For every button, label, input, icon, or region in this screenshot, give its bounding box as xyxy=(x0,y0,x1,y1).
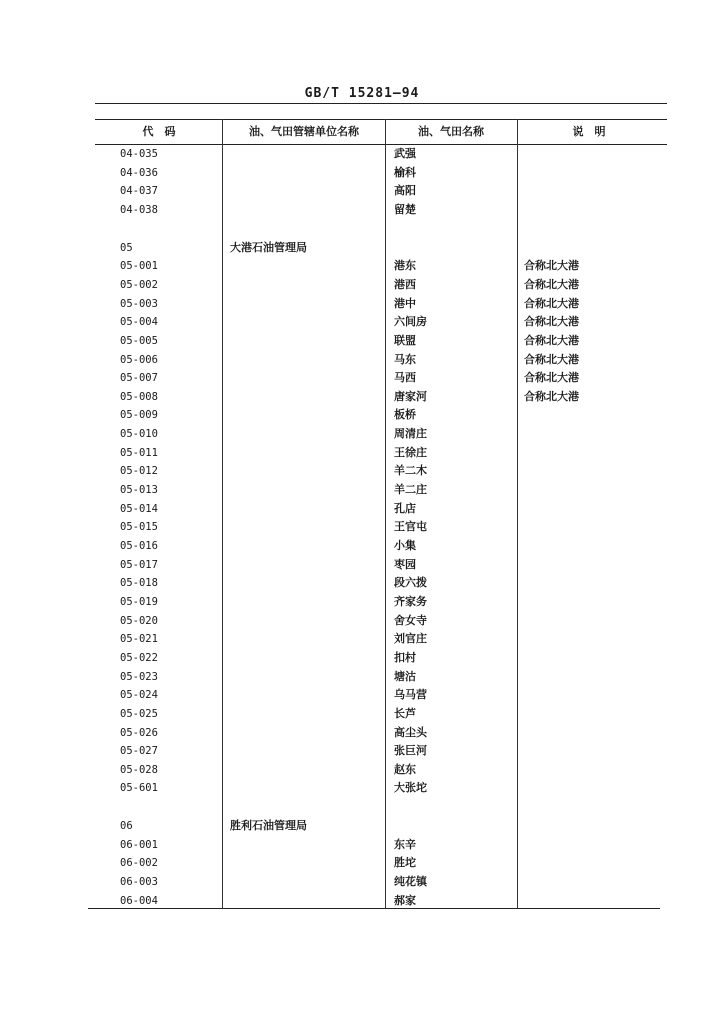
code-cell: 05-010 xyxy=(120,428,158,441)
note-cell: 合称北大港 xyxy=(524,259,579,273)
field-name-cell: 枣园 xyxy=(394,557,416,571)
table-row xyxy=(0,556,724,574)
field-name-cell: 羊二庄 xyxy=(394,483,427,497)
code-cell: 05-024 xyxy=(120,689,158,702)
field-name-cell: 留楚 xyxy=(394,202,416,216)
code-cell: 06-002 xyxy=(120,857,158,870)
table-row xyxy=(0,351,724,369)
field-name-cell: 联盟 xyxy=(394,333,416,347)
table-row xyxy=(0,313,724,331)
table-row xyxy=(0,257,724,275)
field-name-cell: 武强 xyxy=(394,147,416,160)
field-name-cell: 羊二木 xyxy=(394,464,427,478)
column-header-code: 代 码 xyxy=(142,125,176,138)
field-name-cell: 周清庄 xyxy=(394,427,427,441)
field-name-cell: 东辛 xyxy=(394,837,416,851)
table-row xyxy=(0,649,724,667)
standard-number: GB/T 15281—94 xyxy=(304,86,420,101)
table-row xyxy=(0,854,724,872)
code-cell: 06 xyxy=(120,820,133,833)
field-name-cell: 王官屯 xyxy=(394,520,427,534)
table-row xyxy=(0,873,724,891)
code-cell: 05-005 xyxy=(120,334,158,347)
table-row xyxy=(0,444,724,462)
code-cell: 04-036 xyxy=(120,166,158,179)
table-row xyxy=(0,295,724,313)
field-name-cell: 孔店 xyxy=(394,501,416,515)
code-cell: 06-004 xyxy=(120,894,158,907)
field-name-cell: 高尘头 xyxy=(394,725,427,739)
code-cell: 05-021 xyxy=(120,633,158,646)
field-name-cell: 港中 xyxy=(394,296,416,310)
field-name-cell: 胜坨 xyxy=(394,856,416,870)
code-cell: 05-017 xyxy=(120,558,158,571)
field-name-cell: 扣村 xyxy=(394,650,416,664)
table-row xyxy=(0,593,724,611)
field-name-cell: 榆科 xyxy=(394,165,416,179)
code-cell: 06-001 xyxy=(120,838,158,851)
code-cell: 05-002 xyxy=(120,278,158,291)
note-cell: 合称北大港 xyxy=(524,277,579,291)
note-cell: 合称北大港 xyxy=(524,352,579,366)
table-row xyxy=(0,164,724,182)
table-row xyxy=(0,145,724,163)
code-cell: 05-601 xyxy=(120,782,158,795)
table-row xyxy=(0,332,724,350)
note-cell: 合称北大港 xyxy=(524,333,579,347)
note-cell: 合称北大港 xyxy=(524,296,579,310)
code-cell: 05-020 xyxy=(120,614,158,627)
field-name-cell: 舍女寺 xyxy=(394,613,427,627)
table-row xyxy=(0,779,724,797)
field-name-cell: 港东 xyxy=(394,259,416,273)
table-row xyxy=(0,836,724,854)
code-cell: 05-003 xyxy=(120,297,158,310)
code-cell: 05 xyxy=(120,241,133,254)
table-row xyxy=(0,686,724,704)
header-rule xyxy=(95,103,667,104)
code-cell: 05-011 xyxy=(120,446,158,459)
field-name-cell: 长芦 xyxy=(394,706,416,720)
table-row xyxy=(0,369,724,387)
column-header-unit: 油、气田管辖单位名称 xyxy=(249,125,359,138)
code-cell: 04-035 xyxy=(120,148,158,160)
field-name-cell: 小集 xyxy=(394,539,416,552)
field-name-cell: 赵东 xyxy=(394,762,416,776)
code-cell: 05-019 xyxy=(120,595,158,608)
field-name-cell: 张巨河 xyxy=(394,744,427,758)
code-cell: 05-018 xyxy=(120,577,158,590)
unit-cell: 大港石油管理局 xyxy=(230,240,307,254)
code-cell: 05-001 xyxy=(120,260,158,273)
code-cell: 05-009 xyxy=(120,409,158,422)
field-name-cell: 六间房 xyxy=(394,315,427,329)
table-top-border xyxy=(95,119,667,120)
code-cell: 05-016 xyxy=(120,540,158,552)
field-name-cell: 齐家务 xyxy=(394,594,427,608)
unit-cell: 胜利石油管理局 xyxy=(230,819,307,833)
code-cell: 05-007 xyxy=(120,372,158,385)
table-row xyxy=(0,518,724,536)
table-row xyxy=(0,705,724,723)
table-row xyxy=(0,201,724,219)
code-cell: 06-003 xyxy=(120,876,158,889)
table-row xyxy=(0,817,724,835)
code-cell: 05-025 xyxy=(120,707,158,720)
field-name-cell: 刘官庄 xyxy=(394,632,427,646)
table-row xyxy=(0,612,724,630)
code-cell: 05-012 xyxy=(120,465,158,478)
column-header-name: 油、气田名称 xyxy=(418,125,484,138)
field-name-cell: 段六拨 xyxy=(394,576,427,590)
table-row xyxy=(0,425,724,443)
code-cell: 05-015 xyxy=(120,521,158,534)
table-row xyxy=(0,537,724,555)
table-row xyxy=(0,481,724,499)
code-cell: 05-022 xyxy=(120,651,158,664)
table-row xyxy=(0,742,724,760)
table-row xyxy=(0,182,724,200)
column-header-note: 说 明 xyxy=(572,125,606,138)
table-row xyxy=(0,388,724,406)
note-cell: 合称北大港 xyxy=(524,389,579,403)
code-cell: 05-023 xyxy=(120,670,158,683)
table-row xyxy=(0,462,724,480)
field-name-cell: 港西 xyxy=(394,277,416,291)
code-cell: 05-004 xyxy=(120,316,158,329)
code-cell: 04-037 xyxy=(120,185,158,198)
field-name-cell: 板桥 xyxy=(394,408,416,422)
code-cell: 05-006 xyxy=(120,353,158,366)
table-row xyxy=(0,239,724,257)
table-row xyxy=(0,761,724,779)
table-row xyxy=(0,574,724,592)
field-name-cell: 乌马营 xyxy=(394,688,427,702)
code-cell: 05-014 xyxy=(120,502,158,515)
code-cell: 05-028 xyxy=(120,763,158,776)
code-cell: 05-026 xyxy=(120,726,158,739)
table-row xyxy=(0,668,724,686)
note-cell: 合称北大港 xyxy=(524,315,579,329)
field-name-cell: 马东 xyxy=(394,352,416,366)
table-row xyxy=(0,724,724,742)
field-name-cell: 马西 xyxy=(394,371,416,385)
field-name-cell: 大张坨 xyxy=(394,781,427,795)
field-name-cell: 高阳 xyxy=(394,184,416,198)
table-row xyxy=(0,406,724,424)
table-row xyxy=(0,630,724,648)
code-cell: 04-038 xyxy=(120,203,158,216)
note-cell: 合称北大港 xyxy=(524,371,579,385)
code-cell: 05-013 xyxy=(120,484,158,497)
field-name-cell: 唐家河 xyxy=(394,389,427,403)
code-cell: 05-008 xyxy=(120,390,158,403)
field-name-cell: 王徐庄 xyxy=(394,445,427,459)
field-name-cell: 纯花镇 xyxy=(394,875,427,889)
table-row xyxy=(0,500,724,518)
table-row xyxy=(0,892,724,910)
field-name-cell: 郝家 xyxy=(394,893,416,907)
code-cell: 05-027 xyxy=(120,745,158,758)
table-row xyxy=(0,276,724,294)
field-name-cell: 塘沽 xyxy=(394,669,416,683)
